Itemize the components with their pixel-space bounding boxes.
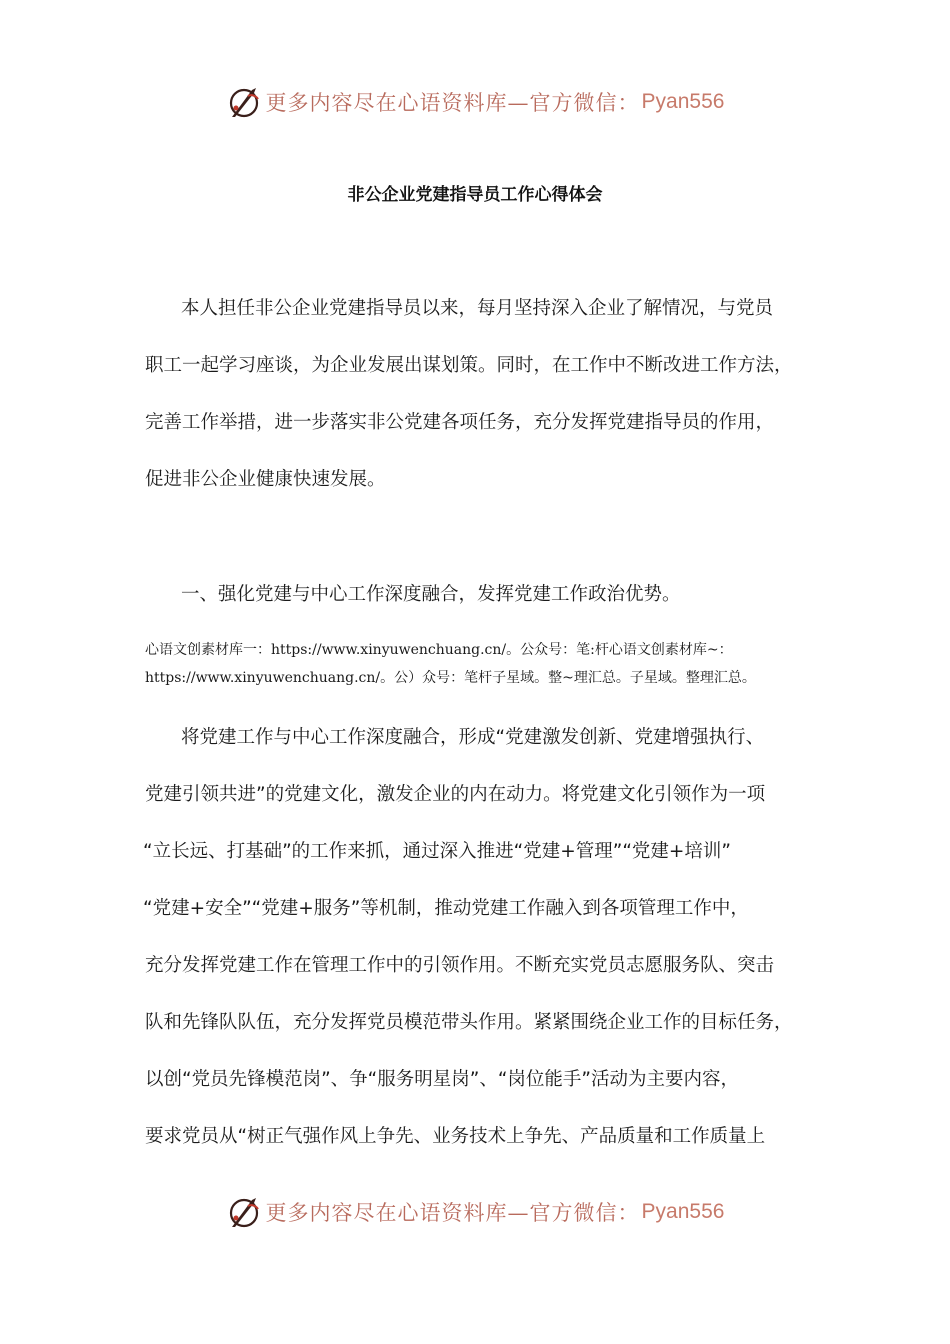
body-line: “立长远、打基础”的工作来抓，通过深入推进“党建+管理”“党建+培训” [143, 841, 732, 862]
bottom-banner [0, 1190, 950, 1234]
body-line: 以创“党员先锋模范岗”、争“服务明星岗”、“岗位能手”活动为主要内容， [145, 1069, 740, 1090]
ad-line: https://www.xinyuwenchuang.cn/。公）众号：笔杆子星域。整~理汇总。子星域。整理汇总。 [145, 670, 756, 686]
body-line: 要求党员从“树正气强作风上争先、业务技术上争先、产品质量和工作质量上 [145, 1126, 766, 1147]
section-heading: 一、强化党建与中心工作深度融合，发挥党建工作政治优势。 [181, 584, 681, 605]
banner-text: 更多内容尽在心语资料库—官方微信： [265, 1201, 640, 1225]
banner-wechat-id: Pyan556 [641, 90, 725, 113]
intro-line: 促进非公企业健康快速发展。 [145, 469, 386, 490]
body-line: 将党建工作与中心工作深度融合，形成“党建激发创新、党建增强执行、 [181, 727, 765, 748]
quill-logo-icon [226, 84, 262, 120]
document-title: 非公企业党建指导员工作心得体会 [347, 185, 603, 205]
banner-wechat-id: Pyan556 [641, 1200, 725, 1223]
body-line: 党建引领共进”的党建文化，激发企业的内在动力。将党建文化引领作为一项 [145, 784, 766, 805]
body-line: 充分发挥党建工作在管理工作中的引领作用。不断充实党员志愿服务队、突击 [145, 955, 775, 976]
quill-logo-icon [226, 1194, 262, 1230]
top-banner [0, 80, 950, 124]
banner-text: 更多内容尽在心语资料库—官方微信： [265, 91, 640, 115]
body-line: 队和先锋队队伍，充分发挥党员模范带头作用。紧紧围绕企业工作的目标任务， [145, 1012, 793, 1033]
intro-line: 完善工作举措，进一步落实非公党建各项任务，充分发挥党建指导员的作用， [145, 412, 775, 433]
intro-line: 本人担任非公企业党建指导员以来，每月坚持深入企业了解情况，与党员 [181, 298, 774, 319]
intro-line: 职工一起学习座谈，为企业发展出谋划策。同时，在工作中不断改进工作方法， [145, 355, 793, 376]
ad-line: 心语文创素材库一：https://www.xinyuwenchuang.cn/。公众号：笔:杆心语文创素材库~： [145, 642, 733, 658]
body-line: “党建+安全”“党建+服务”等机制，推动党建工作融入到各项管理工作中， [143, 898, 749, 919]
